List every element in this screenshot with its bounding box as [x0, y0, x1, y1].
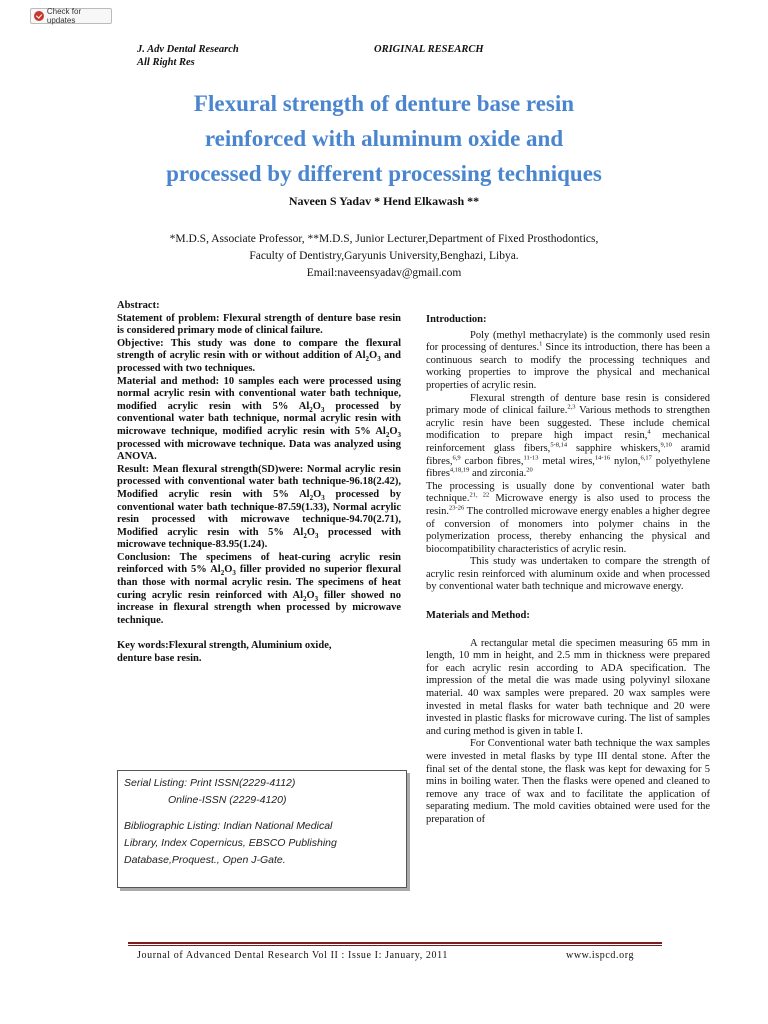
title-line-3: processed by different processing techniques [166, 161, 602, 186]
authors: Naveen S Yadav * Hend Elkawash ** [288, 194, 480, 208]
materials-heading: Materials and Method: [426, 610, 530, 622]
abstract-method: Material and method: 10 samples each were processed using normal acrylic resin with conventional water bath technique, modified acrylic resin with 5% $Al_2O_3$ processed by conventional water bath technique, normal acrylic resin with microwave technique, modified acrylic resin with 5% $Al_2O_3$ processed with microwave technique. Data was analyzed using ANOVA. [117, 375, 401, 463]
abstract-heading: Abstract: [117, 300, 160, 311]
check-icon [34, 11, 44, 21]
intro-paragraph-2: Flexural strength of denture base resin is considered primary mode of clinical failure.$^{2,3}$ Various methods to strengthen acrylic resin have been suggested. These include chemical modification to prepare high impact resin,$^4$ mechanical reinforcement glass fibers,$^{5-8,14}$ sapphire whiskers,$^{9,10}$ aramid fibres,$^{6,9}$ carbon fibres,$^{11-13}$ metal wires,$^{14-16}$ nylon,$^{6,17}$ polyethylene fibres$^{4,18,19}$ and zirconia.$^{20}$ [426, 392, 711, 480]
intro-paragraph-3: The processing is usually done by conventional water bath technique.$^{21, 22}$ Microwave energy is also used to process the resin.$^{23-26}$ The controlled microwave energy enables a higher degree of conversion of monomers into polymer chains in the polymerization process, thereby enhancing the physical and biocompatibility characteristics of acrylic resin. [426, 480, 711, 555]
footer-rule-thin [128, 945, 662, 946]
article-type: ORIGINAL RESEARCH [374, 44, 484, 55]
listing-bibliographic-1: Bibliographic Listing: Indian National Medical [124, 820, 333, 832]
abstract-conclusion: Conclusion: The specimens of heat-curing acrylic resin reinforced with 5% $Al_2O_3$ filler provided no superior flexural than those with normal acrylic resin. The specimens of heat curing acrylic resin reinforced with $Al_2O_3$ filler showed no increase in flexural strength when processed by microwave technique. [117, 551, 402, 626]
title-line-2: reinforced with aluminum oxide and [204, 126, 564, 151]
paper-title [0, 86, 768, 191]
intro-paragraph-1: Poly (methyl methacrylate) is the commonly used resin for processing of dentures.$^1$ Since its introduction, there has been a continuous search to modify the processing techniques and working properties to improve the physical and mechanical properties of acrylic resin. [426, 329, 710, 391]
title-line-1: Flexural strength of denture base resin [193, 91, 575, 116]
keywords: Key words:Flexural strength, Aluminium oxide, denture base resin. [117, 640, 332, 665]
affiliation-line-2: Faculty of Dentistry,Garyunis University,Benghazi, Libya. [249, 250, 519, 262]
affiliation [0, 231, 768, 282]
email: Email:naveensyadav@gmail.com [306, 267, 462, 279]
listing-print-issn: Serial Listing: Print ISSN(2229-4112) [124, 777, 296, 789]
listing-box [117, 770, 407, 888]
listing-bibliographic-3: Database,Proquest., Open J-Gate. [124, 854, 286, 866]
introduction-heading: Introduction: [426, 314, 487, 325]
body-column [426, 314, 710, 827]
abstract-column [117, 300, 401, 666]
footer-journal: Journal of Advanced Dental Research Vol II : Issue I: January, 2011 [137, 950, 448, 961]
listing-bibliographic-2: Library, Index Copernicus, EBSCO Publishing [124, 837, 337, 849]
footer-url: www.ispcd.org [566, 950, 635, 961]
check-for-updates-button[interactable] [30, 8, 112, 24]
abstract-problem: Statement of problem: Flexural strength of denture base resin is considered primary mode of clinical failure. [117, 312, 401, 337]
abstract-result: Result: Mean flexural strength(SD)were: Normal acrylic resin processed with conventional water bath technique-96.18(2.42), Modified acrylic resin with 5% $Al_2O_3$ processed by conventional water bath technique-87.59(1.33), Normal acrylic resin processed with microwave technique-94.70(2.71), Modified acrylic resin with 5% $Al_2O_3$ processed with microwave technique-83.95(1.24). [117, 463, 401, 551]
materials-paragraph-1: A rectangular metal die specimen measuring 65 mm in length, 10 mm in height, and 2.5 mm in thickness were prepared for each acrylic resin according to ADA specification. The impression of the metal die was made using polyvinyl siloxane material. 40 wax samples were prepared. 20 wax samples were invested in metal flasks for water bath technique and 20 were invested in plastic flasks for microwave curing. The list of samples and curing method is given in table I. [426, 637, 710, 737]
footer-rule [128, 942, 662, 944]
materials-paragraph-2: For Conventional water bath technique the wax samples were invested in metal flasks by type III dental stone. After the final set of the dental stone, the flask was kept for dewaxing for 5 mins in boiling water. Then the flasks were opened and cleaned to remove any trace of wax and to facilitate the application of separating medium. The mold cavities obtained were used for the preparation of [426, 738, 710, 825]
affiliation-line-1: *M.D.S, Associate Professor, **M.D.S, Junior Lecturer,Department of Fixed Prosthodontics, [169, 233, 599, 245]
rights-text: All Right Res [137, 57, 195, 68]
listing-online-issn: Online-ISSN (2229-4120) [168, 794, 287, 806]
journal-header [137, 43, 239, 69]
journal-name: J. Adv Dental Research [137, 44, 239, 55]
intro-paragraph-4: This study was undertaken to compare the strength of acrylic resin reinforced with aluminum oxide and when processed by conventional water bath technique and microwave energy. [426, 556, 710, 593]
check-for-updates-label: Check for updates [46, 7, 82, 25]
abstract-objective: Objective: This study was done to compare the flexural strength of acrylic resin with or without addition of $Al_2O_3$ and processed with two techniques. [117, 337, 401, 374]
